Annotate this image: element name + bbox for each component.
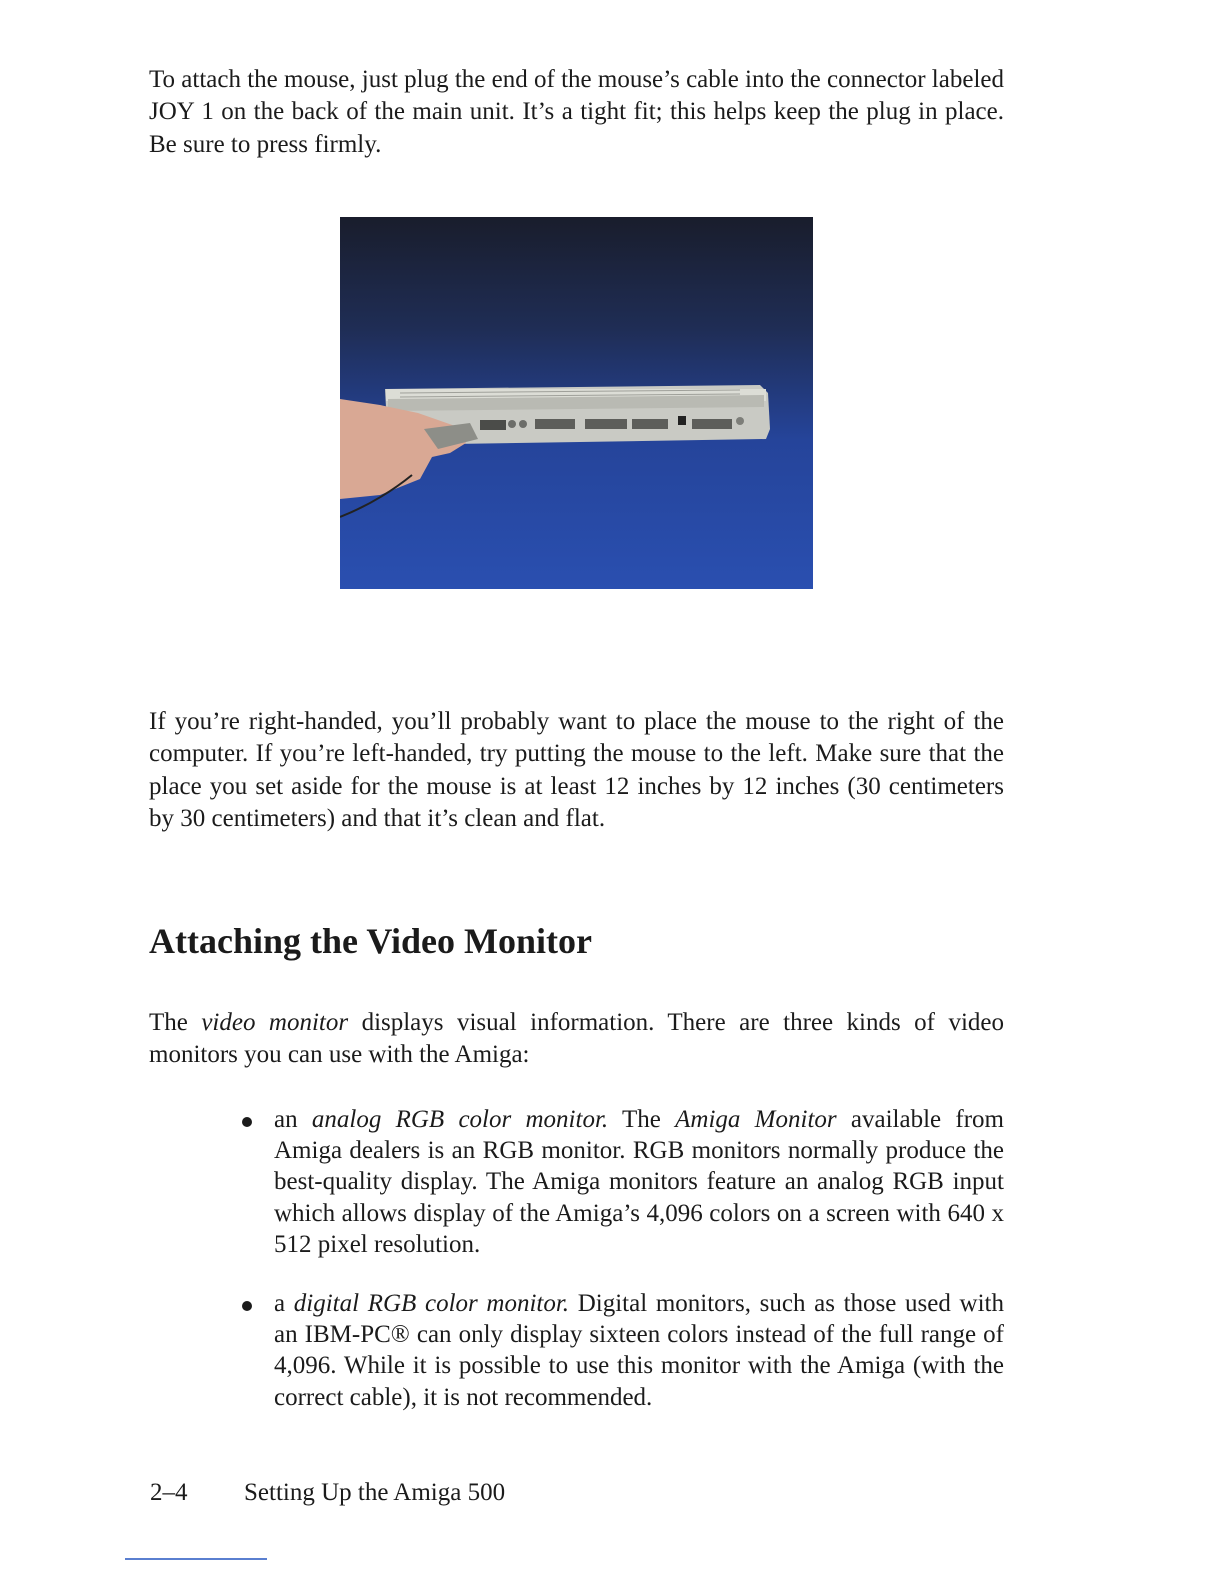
amiga-rear-photo: [340, 217, 813, 589]
page-number: 2–4: [150, 1479, 188, 1506]
term-digital-rgb: digital RGB color monitor.: [293, 1290, 570, 1318]
bottom-rule: [125, 1558, 267, 1560]
mouse-placement-paragraph: If you’re right-handed, you’ll probably want to place the mouse to the right of the computer. If you’re left-handed, try putting the mouse to the left. Make sure that the place you set aside for the mouse is at least 12 inches by 12 inches (30 centimeters by 30 centimeters) and that it’s clean and flat.: [149, 708, 1004, 832]
term-amiga-monitor: Amiga Monitor: [675, 1106, 837, 1133]
list-item: an analog RGB color monitor. The Amiga Monitor available from Amiga dealers is an RGB monitor. RGB monitors normally produce the best-quality display. The Amiga monitors feature an analog RGB input which allows display of the Amiga’s 4,096 colors on a screen with 640 x 512 pixel resolution.: [240, 1104, 1004, 1260]
port-joy1: [480, 420, 506, 430]
term-analog-rgb: analog RGB color monitor.: [311, 1106, 609, 1133]
video-monitor-intro: The video monitor displays visual information. There are three kinds of video monitors you can use with the Amiga:: [149, 1009, 1004, 1069]
running-title: Setting Up the Amiga 500: [244, 1479, 506, 1506]
bullet-icon: [242, 1117, 252, 1127]
mouse-attach-paragraph: To attach the mouse, just plug the end of the mouse’s cable into the connector labeled JOY 1 on the back of the main unit. It’s a tight fit; this helps keep the plug in place. Be sure to press firmly.: [149, 66, 1004, 158]
section-heading: Attaching the Video Monitor: [149, 921, 592, 961]
monitor-types-list: [240, 1104, 1004, 1413]
bullet-icon: [242, 1301, 252, 1311]
term-video-monitor: video monitor: [201, 1009, 349, 1036]
list-item: a digital RGB color monitor. Digital monitors, such as those used with an IBM-PC® can only display sixteen colors instead of the full range of 4,096. While it is possible to use this monitor with the Amiga (with the correct cable), it is not recommended.: [240, 1288, 1004, 1413]
